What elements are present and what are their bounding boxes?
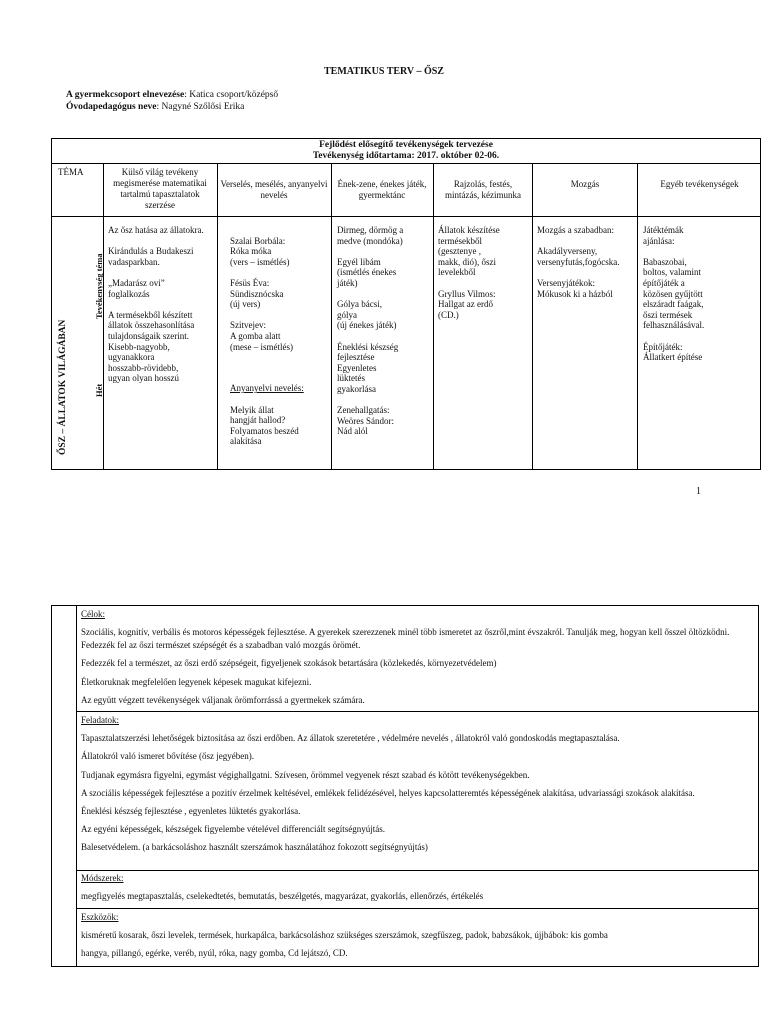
column-header-kulso-vilag: Külső világ tevékeny megismerése matematikai tartalmú tapasztalatok szerzése: [113, 167, 207, 210]
cell-verseles: [230, 225, 330, 457]
column-divider: [532, 164, 533, 469]
row-divider: [52, 216, 760, 217]
column-header-enek-zene: Ének-zene, énekes játék, gyermektánc: [337, 179, 427, 200]
activity-plan-table: [51, 138, 761, 470]
column-divider: [331, 164, 332, 469]
cell-egyeb: Játéktémák ajánlása: Babaszobai, boltos, valamint építőjáték a közösen gyűjtött elszáradt faágak, őszi termések felhasználásával. Építőjáték: Állatkert építése: [643, 225, 705, 363]
column-header-tema: TÉMA: [58, 167, 84, 177]
column-divider: [433, 164, 434, 469]
table-header-line2: Tevékenység időtartama: 2017. október 02-06.: [312, 151, 500, 161]
methods-section: [81, 872, 752, 908]
task-item: Állatokról való ismeret bővítése (ősz jegyében).: [81, 751, 254, 762]
column-header-mozgas: Mozgás: [570, 179, 600, 189]
task-item: Balesetvédelem. (a barkácsoláshoz használt szerszámok használatához fokozott segítségnyújtás): [81, 842, 428, 853]
column-header-verseles: Verselés, mesélés, anyanyelvi nevelés: [220, 179, 328, 200]
methods-text: megfigyelés megtapasztalás, cselekedtetés, bemutatás, beszélgetés, magyarázat, gyakorlás, ellenőrzés, értékelés: [81, 891, 484, 902]
cell-enek-zene: Dirmeg, dörmög a medve (mondóka) Egyél libám (ismétlés énekes játék) Gólya bácsi, gólya (új énekes játék) Éneklési készség fejlesztése Egyenletes lüktetés gyakorlása Zenehallgatás: Weöres Sándor: Nád alól: [337, 225, 404, 437]
task-item: A szociális képességek fejlesztése a pozitív érzelmek keltésével, emlékek felidézésével, helyes kapcsolatteremtés képességének alakítása, udvariassági szokások alakítása.: [81, 787, 695, 798]
row-divider: [76, 711, 758, 712]
cell-anyanyelvi-label: Anyanyelvi nevelés:: [230, 383, 304, 394]
tools-text: hangya, pillangó, egérke, veréb, nyúl, róka, nagy gomba, Cd lejátszó, CD.: [81, 948, 348, 959]
goals-table: [51, 605, 759, 967]
group-value: : Katica csoport/középső: [184, 90, 279, 100]
column-divider: [637, 164, 638, 469]
left-column-divider: [76, 606, 77, 966]
column-divider: [217, 164, 218, 469]
methods-label: Módszerek:: [81, 873, 124, 883]
tools-section: [81, 911, 752, 966]
goals-label: Célok:: [81, 609, 105, 619]
teacher-label: Óvodapedagógus neve: [66, 102, 157, 112]
table-header: [52, 139, 760, 164]
subtheme-vertical-label: Tevékenység téma: [94, 253, 104, 319]
goal-item: Az együtt végzett tevékenységek váljanak örömforrássá a gyermekek számára.: [81, 694, 365, 705]
column-header-rajzolas: Rajzolás, festés, mintázás, kézimunka: [445, 179, 521, 200]
tasks-label: Feladatok:: [81, 715, 119, 725]
task-item: Éneklési készség fejlesztése , egyenletes lüktetés gyakorlása.: [81, 805, 301, 816]
table-header-line1: Fejlődést elősegítő tevékenységek tervezése: [319, 140, 493, 150]
goal-item: Életkoruknak megfelelően legyenek képesek magukat kifejezni.: [81, 676, 312, 687]
task-item: Tudjanak egymásra figyelni, egymást végighallgatni. Szívesen, örömmel vegyenek részt szabad és kötött tevékenységekben.: [81, 769, 530, 780]
page-title: TEMATIKUS TERV – ŐSZ: [324, 66, 444, 77]
task-item: Az egyéni képességek, készségek figyelembe vételével differenciált segítségnyújtás.: [81, 824, 385, 835]
row-divider: [76, 908, 758, 909]
tools-text: kisméretű kosarak, őszi levelek, termések, hurkapálca, barkácsoláshoz szükséges szerszámok, szegfűszeg, padok, babzsákok, újjbábok: kis gomba: [81, 930, 608, 941]
tasks-section: [81, 714, 752, 860]
week-vertical-label: Hét: [94, 383, 104, 397]
cell-anyanyelvi-text: Melyik állat hangját hallod? Folyamatos beszéd alakítása: [230, 404, 299, 447]
group-name-line: [66, 90, 278, 100]
cell-kulso-vilag: Az ősz hatása az állatokra. Kirándulás a Budakeszi vadasparkban. „Madarász ovi” foglalkozás A termésekből készített állatok összehasonlítása tulajdonságaik szerint. Kisebb-nagyobb, ugyanakkora hosszabb-rövidebb, ugyan olyan hosszú: [108, 225, 204, 384]
task-item: Tapasztalatszerzési lehetőségek biztosítása az őszi erdőben. Az állatok szeretetére , védelmére nevelés , állatokról való gondoskodás megtapasztalása.: [81, 733, 620, 744]
goal-item: Szociális, kognitív, verbális és motoros képességek fejlesztése. A gyerekek szerezzenek minél több ismeretet az őszről,mint évszakról. Tanulják meg, hogyan kell ősszel öltözködni. Fedezzék fel az őszi természet szépségét és a szabadban való mozgás örömét.: [81, 627, 730, 651]
page-number: 1: [696, 486, 701, 497]
cell-mozgas: Mozgás a szabadban: Akadályverseny, versenyfutás,fogócska. Versenyjátékok: Mókusok ki a házból: [537, 225, 620, 299]
teacher-value: : Nagyné Szőlősi Erika: [156, 102, 245, 112]
goal-item: Fedezzék fel a természet, az őszi erdő szépségeit, figyeljenek szokások betartására (közlekedés, környezetvédelem): [81, 658, 497, 669]
goals-section: [81, 608, 752, 712]
teacher-name-line: [66, 102, 244, 112]
group-label: A gyermekcsoport elnevezése: [66, 90, 185, 100]
tools-label: Eszközök:: [81, 912, 119, 922]
theme-vertical-label: ŐSZ – ÁLLATOK VILÁGÁBAN: [58, 319, 68, 455]
cell-rajzolas: Állatok készítése termésekből (gesztenye , makk, dió), őszi levelekből Gryllus Vilmos: Hallgat az erdő (CD.): [438, 225, 500, 320]
column-header-egyeb: Egyéb tevékenységek: [660, 179, 739, 189]
cell-verseles-text: Szalai Borbála: Róka móka (vers – ismétlés) Fésüs Éva: Sündisznócska (új vers) Szitvejev: A gomba alatt (mese – ismétlés): [230, 235, 293, 352]
row-divider: [76, 870, 758, 871]
